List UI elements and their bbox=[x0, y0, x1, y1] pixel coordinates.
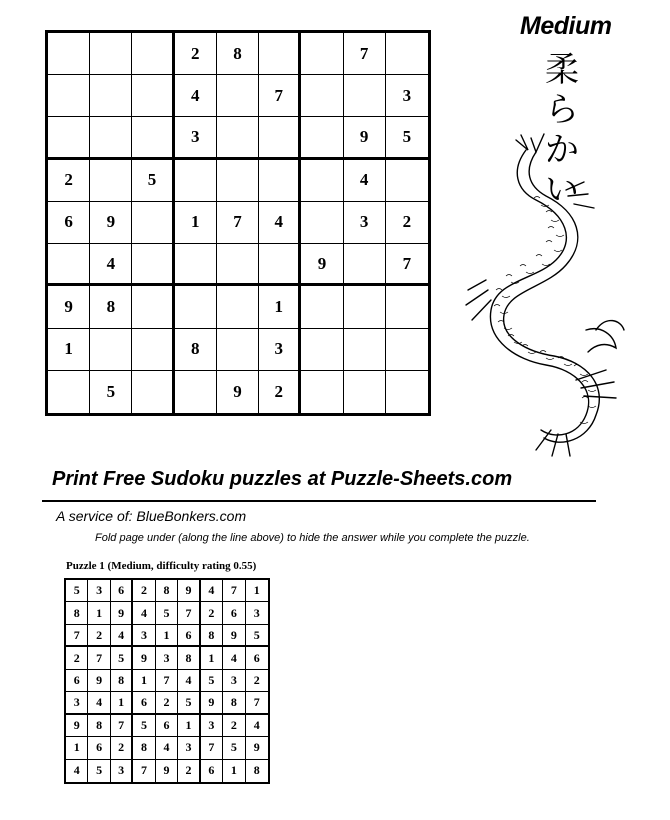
puzzle-cell bbox=[132, 329, 174, 371]
answer-cell: 7 bbox=[156, 670, 178, 692]
answer-cell: 5 bbox=[156, 602, 178, 624]
kanji-char: ら bbox=[545, 90, 579, 130]
puzzle-cell: 6 bbox=[48, 202, 90, 244]
answer-cell: 1 bbox=[246, 580, 268, 602]
puzzle-cell: 8 bbox=[217, 33, 259, 75]
puzzle-cell bbox=[90, 33, 132, 75]
puzzle-cell bbox=[90, 75, 132, 117]
puzzle-cell: 8 bbox=[175, 329, 217, 371]
answer-cell: 3 bbox=[156, 647, 178, 669]
puzzle-cell bbox=[301, 117, 343, 159]
answer-cell: 8 bbox=[223, 692, 245, 714]
answer-cell: 3 bbox=[111, 760, 133, 782]
puzzle-cell: 9 bbox=[217, 371, 259, 413]
puzzle-cell bbox=[301, 202, 343, 244]
answer-cell: 8 bbox=[178, 647, 200, 669]
answer-cell: 7 bbox=[111, 715, 133, 737]
answer-cell: 7 bbox=[88, 647, 110, 669]
puzzle-cell bbox=[175, 286, 217, 328]
puzzle-cell: 9 bbox=[48, 286, 90, 328]
puzzle-cell bbox=[217, 329, 259, 371]
answer-cell: 5 bbox=[111, 647, 133, 669]
puzzle-cell bbox=[259, 33, 301, 75]
puzzle-cell: 2 bbox=[175, 33, 217, 75]
puzzle-cell bbox=[386, 371, 428, 413]
puzzle-cell: 2 bbox=[386, 202, 428, 244]
kanji-char: か bbox=[545, 130, 579, 170]
puzzle-cell bbox=[48, 33, 90, 75]
puzzle-cell bbox=[48, 75, 90, 117]
answer-cell: 2 bbox=[66, 647, 88, 669]
answer-cell: 2 bbox=[178, 760, 200, 782]
puzzle-cell bbox=[301, 75, 343, 117]
puzzle-cell: 4 bbox=[344, 160, 386, 202]
puzzle-cell bbox=[217, 160, 259, 202]
answer-cell: 1 bbox=[66, 737, 88, 759]
answer-cell: 9 bbox=[66, 715, 88, 737]
puzzle-cell: 1 bbox=[259, 286, 301, 328]
answer-cell: 2 bbox=[246, 670, 268, 692]
answer-cell: 2 bbox=[201, 602, 223, 624]
puzzle-cell: 7 bbox=[344, 33, 386, 75]
answer-cell: 9 bbox=[178, 580, 200, 602]
puzzle-cell bbox=[132, 286, 174, 328]
service-credit: A service of: BlueBonkers.com bbox=[56, 508, 247, 524]
answer-cell: 8 bbox=[201, 625, 223, 647]
puzzle-cell bbox=[48, 371, 90, 413]
answer-cell: 8 bbox=[133, 737, 155, 759]
puzzle-cell: 3 bbox=[344, 202, 386, 244]
puzzle-cell bbox=[175, 371, 217, 413]
answer-cell: 9 bbox=[201, 692, 223, 714]
kanji-char: い bbox=[545, 170, 579, 210]
answer-cell: 4 bbox=[133, 602, 155, 624]
puzzle-cell bbox=[344, 329, 386, 371]
puzzle-cell bbox=[132, 75, 174, 117]
answer-cell: 5 bbox=[223, 737, 245, 759]
answer-cell: 1 bbox=[223, 760, 245, 782]
answer-cell: 8 bbox=[253, 763, 260, 778]
answer-title: Puzzle 1 (Medium, difficulty rating 0.55) bbox=[66, 560, 257, 572]
answer-cell: 7 bbox=[223, 580, 245, 602]
puzzle-cell bbox=[344, 371, 386, 413]
answer-cell: 1 bbox=[133, 670, 155, 692]
answer-cell: 3 bbox=[88, 580, 110, 602]
puzzle-cell: 2 bbox=[48, 160, 90, 202]
answer-cell: 5 bbox=[178, 692, 200, 714]
difficulty-label: Medium bbox=[520, 12, 612, 40]
puzzle-cell bbox=[90, 160, 132, 202]
puzzle-cell bbox=[132, 244, 174, 286]
answer-cell: 4 bbox=[88, 692, 110, 714]
answer-cell: 8 bbox=[156, 580, 178, 602]
puzzle-cell bbox=[132, 117, 174, 159]
puzzle-cell: 5 bbox=[90, 371, 132, 413]
answer-cell: 4 bbox=[156, 737, 178, 759]
answer-cell: 4 bbox=[246, 715, 268, 737]
answer-cell: 3 bbox=[201, 715, 223, 737]
puzzle-cell bbox=[175, 160, 217, 202]
puzzle-cell bbox=[301, 33, 343, 75]
answer-cell: 6 bbox=[111, 580, 133, 602]
answer-cell: 8 bbox=[111, 670, 133, 692]
puzzle-cell bbox=[132, 371, 174, 413]
answer-cell: 2 bbox=[156, 692, 178, 714]
puzzle-cell bbox=[301, 371, 343, 413]
puzzle-cell bbox=[259, 160, 301, 202]
answer-cell: 7 bbox=[246, 692, 268, 714]
puzzle-cell bbox=[48, 244, 90, 286]
puzzle-cell: 5 bbox=[132, 160, 174, 202]
puzzle-cell: 3 bbox=[175, 117, 217, 159]
answer-cell: 5 bbox=[201, 670, 223, 692]
answer-cell: 8 bbox=[66, 602, 88, 624]
puzzle-cell bbox=[90, 117, 132, 159]
puzzle-cell bbox=[344, 75, 386, 117]
kanji-char: 柔 bbox=[545, 50, 579, 90]
answer-cell: 4 bbox=[201, 580, 223, 602]
puzzle-cell: 8 bbox=[90, 286, 132, 328]
answer-cell: 5 bbox=[88, 760, 110, 782]
answer-cell: 9 bbox=[111, 602, 133, 624]
puzzle-cell bbox=[386, 33, 428, 75]
puzzle-cell bbox=[386, 329, 428, 371]
answer-cell: 6 bbox=[223, 602, 245, 624]
puzzle-cell bbox=[132, 202, 174, 244]
puzzle-cell bbox=[301, 286, 343, 328]
puzzle-cell: 9 bbox=[301, 244, 343, 286]
puzzle-cell bbox=[175, 244, 217, 286]
answer-cell: 6 bbox=[156, 715, 178, 737]
puzzle-cell bbox=[386, 286, 428, 328]
answer-cell: 4 bbox=[223, 647, 245, 669]
answer-cell: 5 bbox=[66, 580, 88, 602]
answer-cell: 6 bbox=[178, 625, 200, 647]
puzzle-cell bbox=[132, 33, 174, 75]
puzzle-cell: 5 bbox=[386, 117, 428, 159]
puzzle-cell bbox=[344, 286, 386, 328]
answer-cell: 1 bbox=[88, 602, 110, 624]
puzzle-cell: 3 bbox=[386, 75, 428, 117]
puzzle-cell: 1 bbox=[175, 202, 217, 244]
answer-cell: 3 bbox=[66, 692, 88, 714]
answer-cell: 6 bbox=[133, 692, 155, 714]
answer-cell: 4 bbox=[66, 760, 88, 782]
answer-cell: 5 bbox=[246, 625, 268, 647]
answer-grid bbox=[64, 578, 270, 784]
answer-cell: 3 bbox=[246, 602, 268, 624]
answer-cell: 2 bbox=[133, 580, 155, 602]
answer-cell: 3 bbox=[223, 670, 245, 692]
answer-cell: 9 bbox=[133, 647, 155, 669]
puzzle-cell bbox=[217, 244, 259, 286]
answer-cell: 3 bbox=[133, 625, 155, 647]
puzzle-cell bbox=[301, 160, 343, 202]
puzzle-cell: 9 bbox=[90, 202, 132, 244]
answer-cell: 7 bbox=[133, 760, 155, 782]
puzzle-cell bbox=[217, 75, 259, 117]
answer-cell: 9 bbox=[246, 737, 268, 759]
puzzle-cell: 7 bbox=[217, 202, 259, 244]
answer-cell: 7 bbox=[178, 602, 200, 624]
answer-cell: 3 bbox=[178, 737, 200, 759]
answer-cell: 2 bbox=[111, 737, 133, 759]
promo-heading: Print Free Sudoku puzzles at Puzzle-Sheets.com bbox=[52, 468, 513, 490]
answer-cell: 1 bbox=[201, 647, 223, 669]
answer-cell: 7 bbox=[66, 625, 88, 647]
puzzle-cell bbox=[90, 329, 132, 371]
puzzle-cell: 4 bbox=[259, 202, 301, 244]
puzzle-cell: 7 bbox=[259, 75, 301, 117]
fold-line bbox=[42, 500, 596, 502]
answer-cell: 6 bbox=[88, 737, 110, 759]
answer-cell: 4 bbox=[178, 670, 200, 692]
answer-cell: 8 bbox=[88, 715, 110, 737]
puzzle-cell: 2 bbox=[259, 371, 301, 413]
answer-cell: 9 bbox=[156, 760, 178, 782]
answer-cell: 1 bbox=[178, 715, 200, 737]
answer-cell: 9 bbox=[88, 670, 110, 692]
fold-instructions: Fold page under (along the line above) to hide the answer while you complete the puzzle. bbox=[95, 532, 530, 544]
puzzle-cell bbox=[217, 286, 259, 328]
puzzle-cell bbox=[259, 117, 301, 159]
answer-cell: 6 bbox=[66, 670, 88, 692]
answer-cell: 4 bbox=[111, 625, 133, 647]
puzzle-cell bbox=[48, 117, 90, 159]
puzzle-cell bbox=[217, 117, 259, 159]
answer-cell: 9 bbox=[223, 625, 245, 647]
puzzle-cell bbox=[386, 160, 428, 202]
answer-cell: 2 bbox=[88, 625, 110, 647]
answer-cell: 5 bbox=[133, 715, 155, 737]
answer-cell: 1 bbox=[111, 692, 133, 714]
puzzle-cell: 3 bbox=[259, 329, 301, 371]
answer-cell: 2 bbox=[223, 715, 245, 737]
answer-cell: 1 bbox=[156, 625, 178, 647]
puzzle-cell: 1 bbox=[48, 329, 90, 371]
answer-cell: 6 bbox=[246, 647, 268, 669]
puzzle-cell: 9 bbox=[344, 117, 386, 159]
sudoku-puzzle-grid bbox=[45, 30, 431, 416]
puzzle-cell bbox=[301, 329, 343, 371]
puzzle-cell: 7 bbox=[386, 244, 428, 286]
answer-cell: 7 bbox=[201, 737, 223, 759]
puzzle-cell bbox=[259, 244, 301, 286]
puzzle-cell: 4 bbox=[175, 75, 217, 117]
puzzle-cell bbox=[344, 244, 386, 286]
puzzle-cell: 4 bbox=[90, 244, 132, 286]
answer-cell: 6 bbox=[201, 760, 223, 782]
dragon-illustration bbox=[456, 130, 626, 460]
